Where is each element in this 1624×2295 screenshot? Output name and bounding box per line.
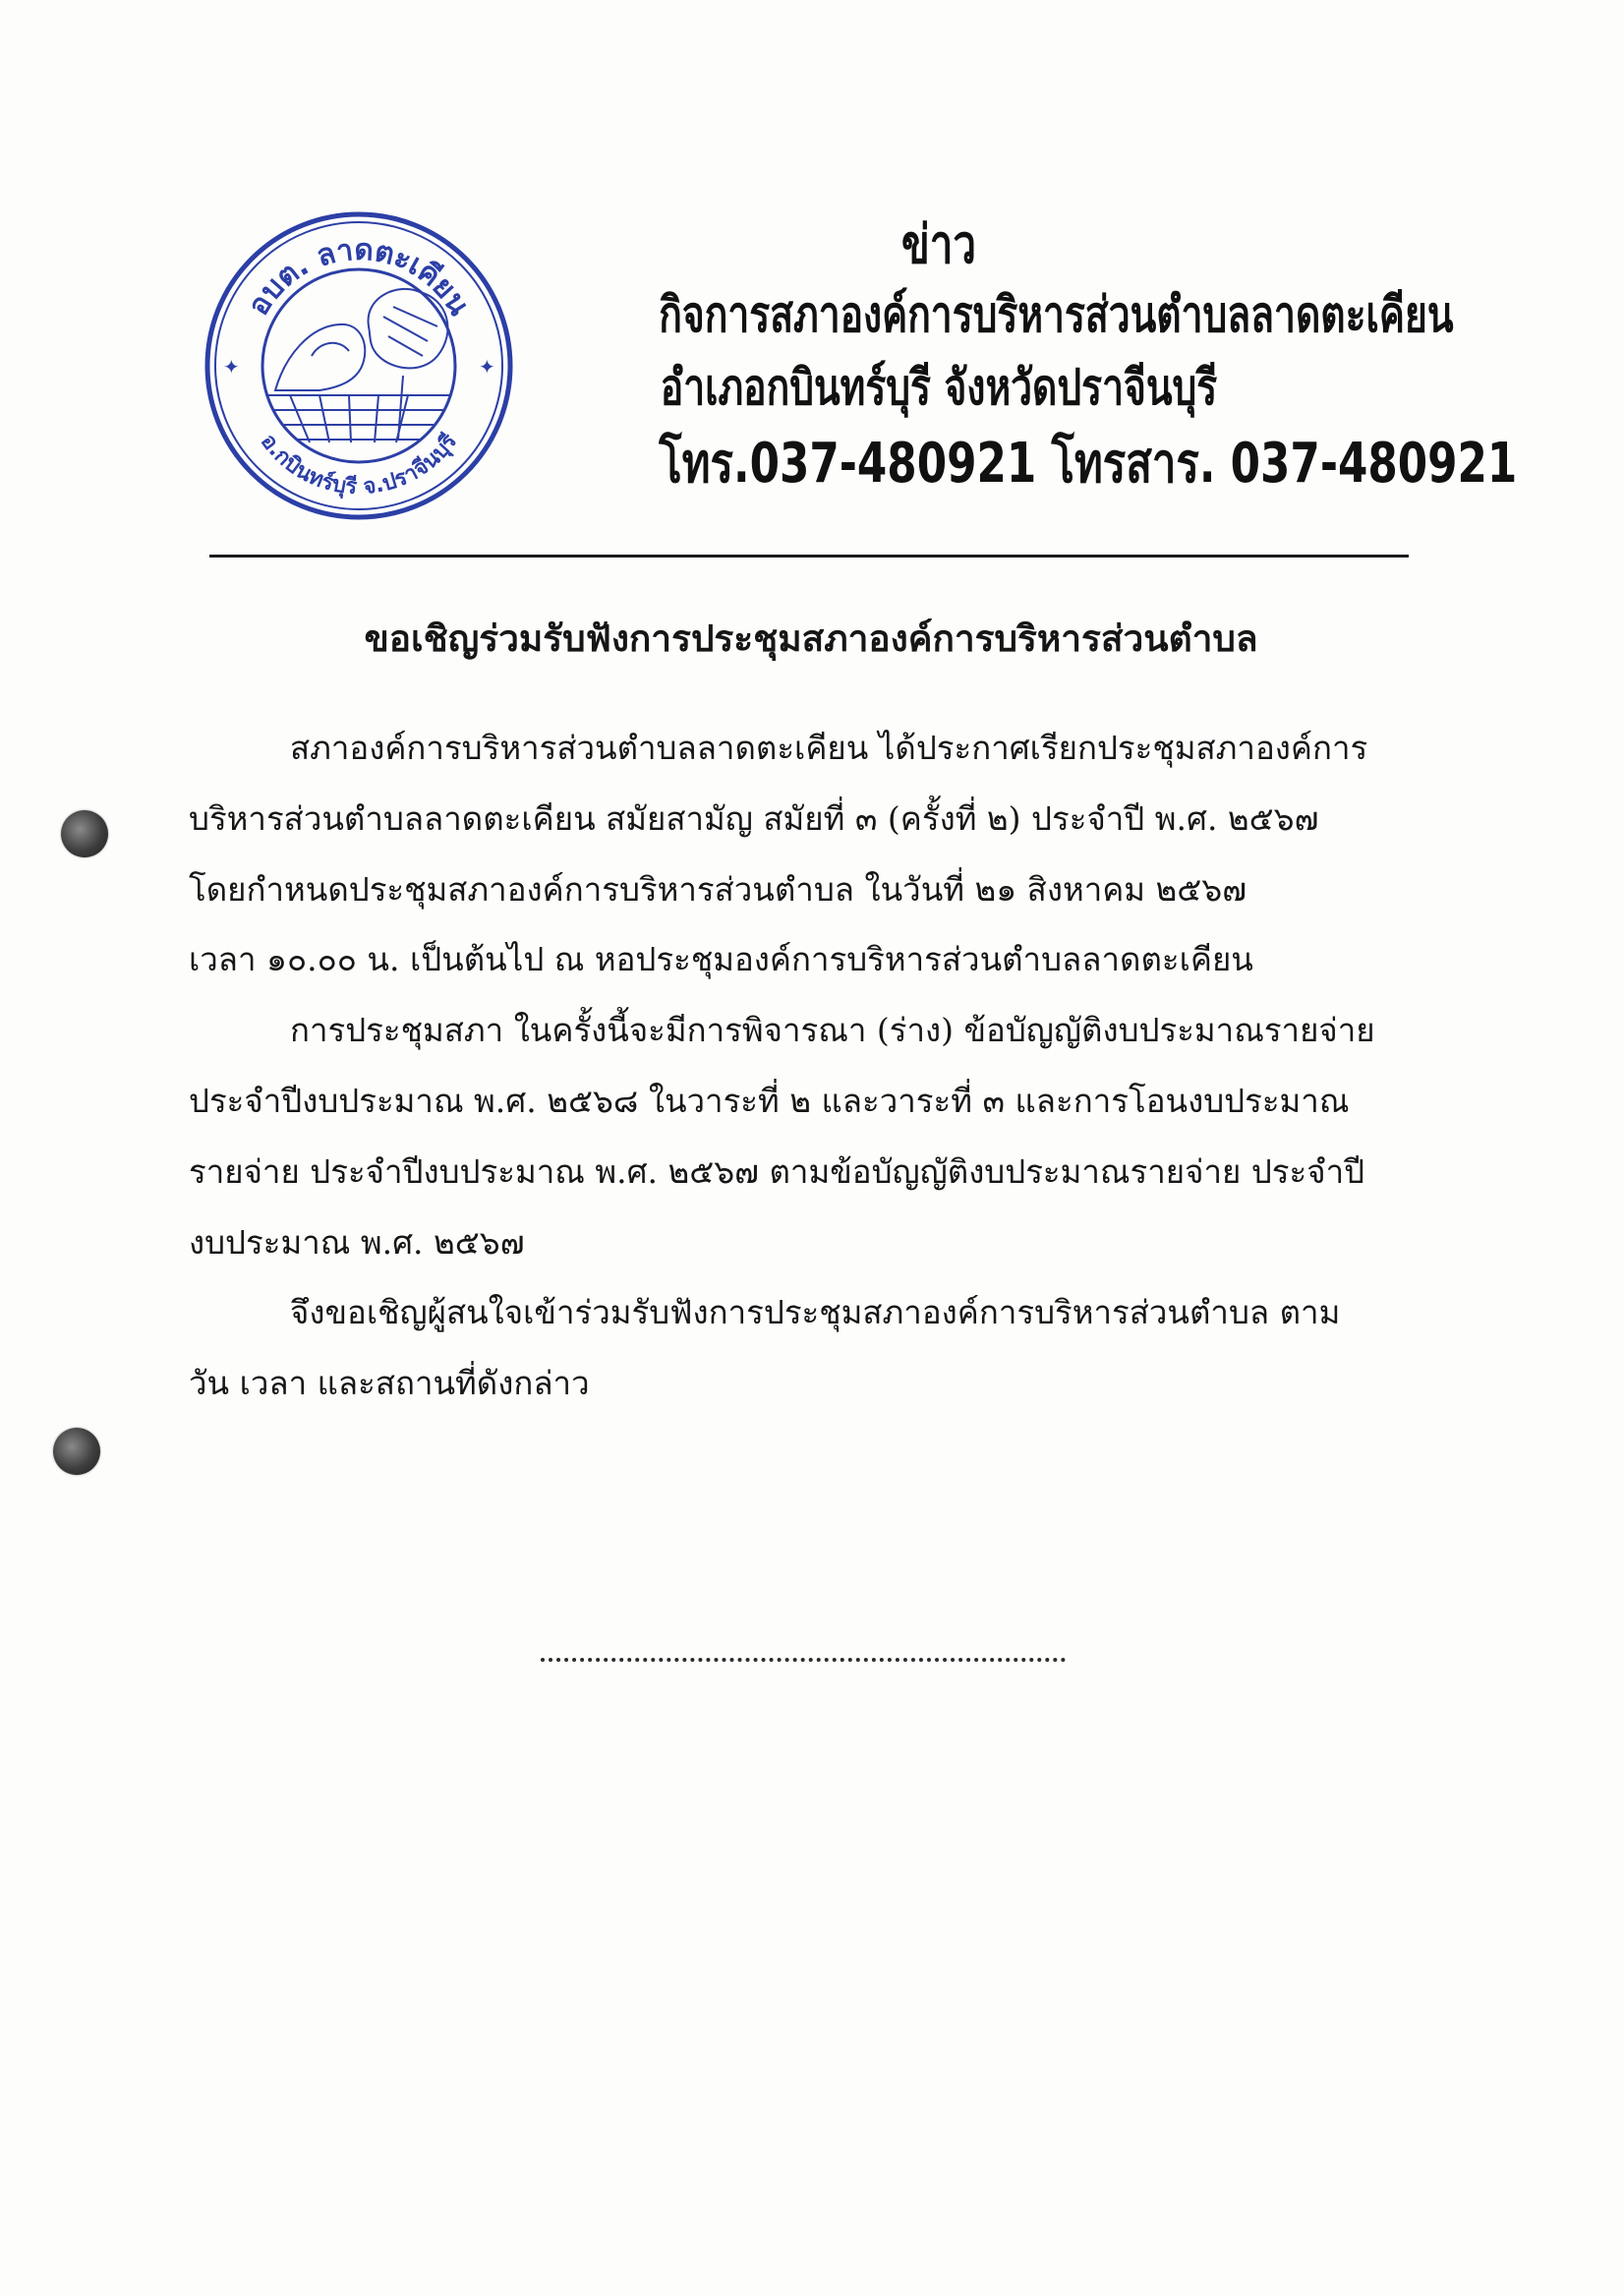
header-district: อำเภอกบินทร์บุรี จังหวัดปราจีนบุรี <box>660 359 1218 416</box>
punch-hole <box>53 1428 100 1475</box>
svg-text:✦: ✦ <box>223 355 240 379</box>
header-org-name: กิจการสภาองค์การบริหารส่วนตำบลลาดตะเคียน <box>659 286 1454 343</box>
body-line: สภาองค์การบริหารส่วนตำบลลาดตะเคียน ได้ประกาศเรียกประชุมสภาองค์การ <box>290 729 1368 767</box>
document-title: ขอเชิญร่วมรับฟังการประชุมสภาองค์การบริหารส่วนตำบล <box>364 618 1258 660</box>
header-news: ข่าว <box>900 213 977 275</box>
header-contact: โทร.037-480921 โทรสาร. 037-480921 <box>659 432 1518 496</box>
svg-text:✦: ✦ <box>479 355 495 379</box>
body-line: โดยกำหนดประชุมสภาองค์การบริหารส่วนตำบล ในวันที่ ๒๑ สิงหาคม ๒๕๖๗ <box>189 869 1247 909</box>
seal-text-top: อบต. ลาดตะเคียน <box>241 232 477 322</box>
body-line: การประชุมสภา ในครั้งนี้จะมีการพิจารณา (ร่าง) ข้อบัญญัติงบประมาณรายจ่าย <box>290 1011 1375 1050</box>
body-line: งบประมาณ พ.ศ. ๒๕๖๗ <box>189 1222 525 1262</box>
header-block <box>659 211 1518 504</box>
header-divider <box>209 555 1409 558</box>
body-line: เวลา ๑๐.๐๐ น. เป็นต้นไป ณ หอประชุมองค์การบริหารส่วนตำบลลาดตะเคียน <box>189 940 1253 979</box>
document-body <box>189 713 1427 1419</box>
body-line: ประจำปีงบประมาณ พ.ศ. ๒๕๖๘ ในวาระที่ ๒ และวาระที่ ๓ และการโอนงบประมาณ <box>189 1081 1350 1120</box>
punch-hole <box>61 810 108 857</box>
body-line: บริหารส่วนตำบลลาดตะเคียน สมัยสามัญ สมัยที่ ๓ (ครั้งที่ ๒) ประจำปี พ.ศ. ๒๕๖๗ <box>189 798 1319 838</box>
body-line: รายจ่าย ประจำปีงบประมาณ พ.ศ. ๒๕๖๗ ตามข้อบัญญัติงบประมาณรายจ่าย ประจำปี <box>189 1151 1365 1191</box>
seal-text-bottom: อ.กบินทร์บุรี จ.ปราจีนบุรี <box>255 429 463 500</box>
organization-seal <box>202 208 516 523</box>
body-line: วัน เวลา และสถานที่ดังกล่าว <box>189 1364 590 1403</box>
body-line: จึงขอเชิญผู้สนใจเข้าร่วมรับฟังการประชุมสภาองค์การบริหารส่วนตำบล ตาม <box>290 1293 1341 1332</box>
signature-line <box>541 1658 1066 1662</box>
svg-text:อบต. ลาดตะเคียน <box>242 233 477 323</box>
